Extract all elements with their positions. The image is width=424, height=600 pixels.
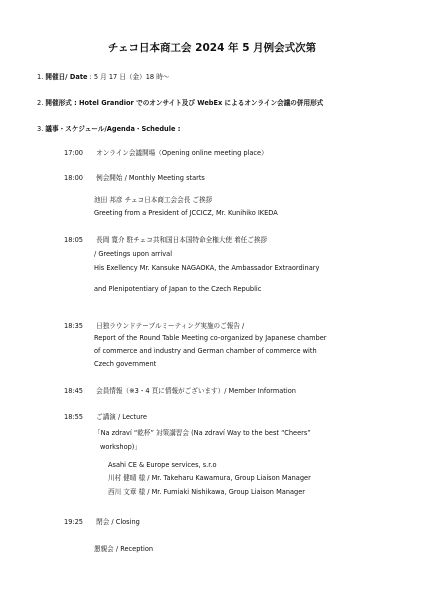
lecture-company: Asahi CE & Europe services, s.r.o: [108, 461, 217, 469]
item-label: 開催形式 : Hotel Grandior でのオンサイト及び WebEx によるオンライン会議の併用形式: [45, 99, 324, 107]
nagaoka-line-3: and Plenipotentiary of Japan to the Czech Republic: [94, 285, 262, 293]
lecture-speaker-2: 西川 文章 様 / Mr. Fumiaki Nishikawa, Group Liaison Manager: [108, 488, 305, 496]
schedule-time: 18:45: [64, 387, 84, 395]
lecture-title-2: workshop)」: [100, 443, 141, 451]
schedule-text: 長岡 寛介 駐チェコ共和国日本国特命全権大使 着任ご挨拶: [96, 236, 268, 244]
nagaoka-line-2: His Exellency Mr. Kansuke NAGAOKA, the Ambassador Extraordinary: [94, 264, 320, 272]
item-format: [37, 99, 323, 108]
report-line-2: of commerce and industry and German chamber of commerce with: [94, 347, 317, 355]
schedule-time: 18:35: [64, 322, 84, 330]
report-line-1: Report of the Round Table Meeting co-organized by Japanese chamber: [94, 334, 327, 342]
schedule-text: 会員情報（※3・4 頁に情報がございます）/ Member Information: [96, 387, 296, 395]
schedule-text: ご講演 / Lecture: [96, 413, 147, 421]
schedule-row: [64, 236, 267, 245]
lecture-title-1: 「Na zdraví “乾杯” 対策講習会 (Na zdraví Way to the best “Cheers”: [94, 429, 311, 437]
schedule-time: 17:00: [64, 149, 84, 157]
item-number: 2.: [37, 99, 44, 107]
schedule-row: [64, 518, 140, 527]
schedule-time: 18:05: [64, 236, 84, 244]
reception: 懇親会 / Reception: [94, 545, 154, 553]
schedule-text: 閉会 / Closing: [96, 518, 140, 526]
schedule-row: [64, 174, 205, 183]
item-agenda: [37, 125, 180, 134]
item-date: [37, 73, 169, 82]
schedule-row: [64, 413, 147, 422]
schedule-row: [64, 149, 268, 158]
schedule-time: 18:00: [64, 174, 84, 182]
nagaoka-line-1: / Greetings upon arrival: [94, 250, 173, 258]
item-number: 3.: [37, 125, 44, 133]
schedule-text: 日独ラウンドテーブルミーティング実施のご報告 /: [96, 322, 245, 330]
lecture-speaker-1: 川村 健晴 様 / Mr. Takeharu Kawamura, Group Liaison Manager: [108, 474, 311, 482]
report-line-3: Czech government: [94, 360, 157, 368]
item-number: 1.: [37, 73, 44, 81]
schedule-text: オンライン会議開場（Opening online meeting place）: [96, 149, 268, 157]
schedule-text: 例会開始 / Monthly Meeting starts: [96, 174, 205, 182]
item-label: 開催日/ Date: [45, 73, 88, 81]
schedule-time: 18:55: [64, 413, 84, 421]
schedule-row: [64, 387, 296, 396]
schedule-time: 19:25: [64, 518, 84, 526]
ikeda-greeting-en: Greeting from a President of JCCICZ, Mr. Kunihiko IKEDA: [94, 209, 278, 217]
item-label: 議事・スケジュール/Agenda・Schedule :: [45, 125, 181, 133]
page-title: チェコ日本商工会 2024 年 5 月例会式次第: [107, 42, 317, 54]
item-value: : 5 月 17 日（金）18 時～: [87, 73, 170, 81]
ikeda-greeting-jp: 池田 邦彦 チェコ日本商工会会長 ご挨拶: [94, 196, 213, 204]
schedule-row: [64, 322, 244, 331]
